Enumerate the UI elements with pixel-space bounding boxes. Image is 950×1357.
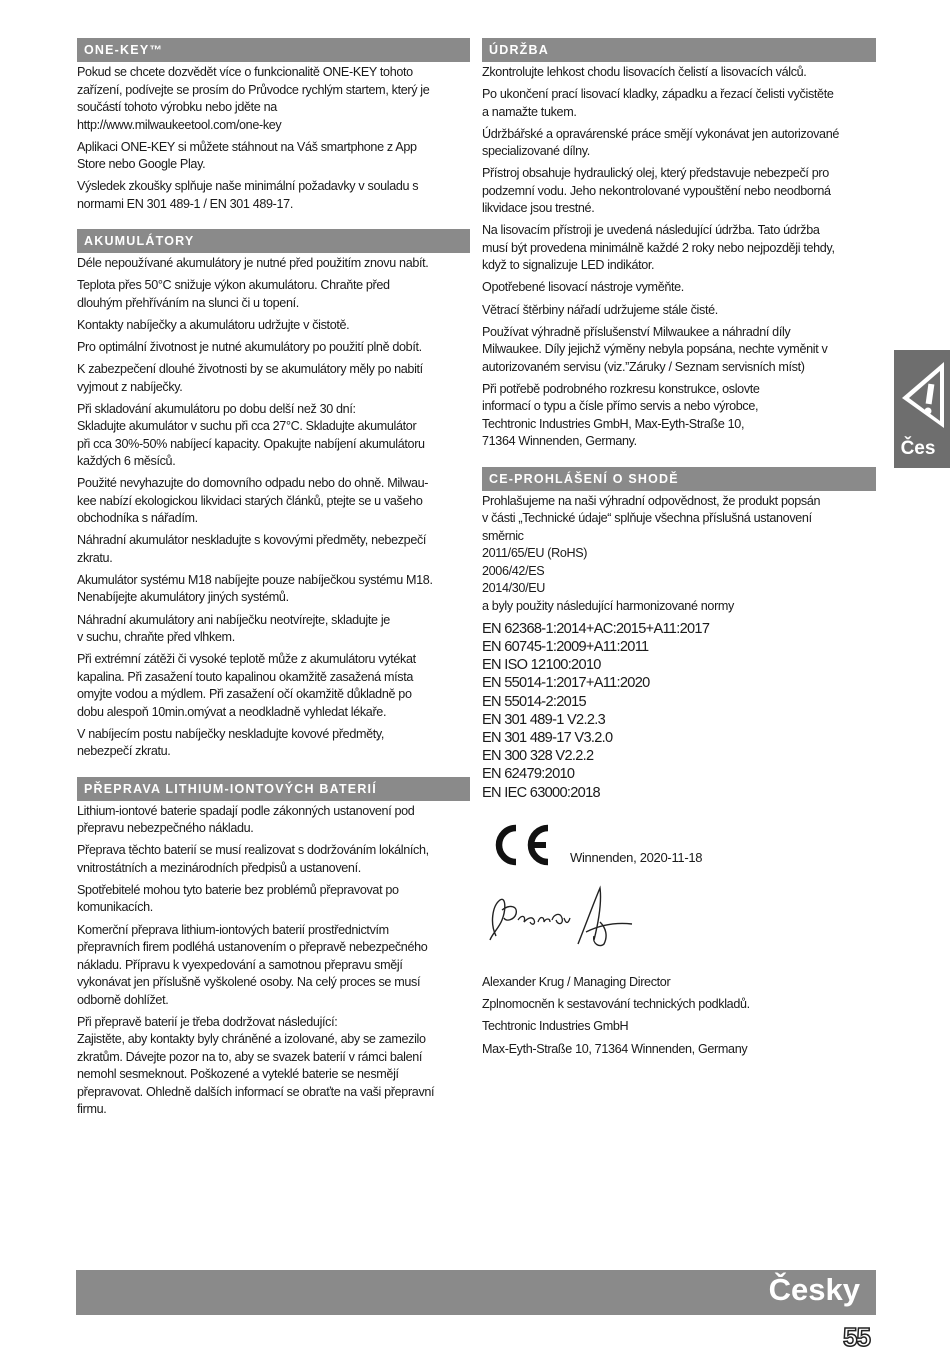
standard-item: EN 300 328 V2.2.2 xyxy=(482,748,594,765)
section-udrzba xyxy=(482,38,876,451)
authorized-text: Zplnomocněn k sestavování technických podkladů. xyxy=(482,997,750,1012)
standard-item: EN 301 489-1 V2.2.3 xyxy=(482,711,606,728)
paragraph: Teplota přes 50°C snižuje výkon akumulátoru. Chraňte před dlouhým přehříváním na slunci či u topení. xyxy=(77,278,390,310)
footer-language: Česky xyxy=(768,1272,860,1307)
paragraph: Déle nepoužívané akumulátory je nutné před použitím znovu nabít. xyxy=(77,256,429,271)
standard-item: EN 62368-1:2014+AC:2015+A11:2017 xyxy=(482,620,710,637)
paragraph: Pokud se chcete dozvědět více o funkcionalitě ONE-KEY tohoto zařízení, podívejte se prosím do Průvodce rychlým startem, který je součástí tohoto výrobku nebo jděte na http://www.milwaukeetool.com/one-key xyxy=(77,65,430,132)
standard-item: EN 62479:2010 xyxy=(482,766,575,783)
standard-item: EN 55014-2:2015 xyxy=(482,693,586,710)
language-side-tab xyxy=(894,350,950,468)
paragraph: Použité nevyhazujte do domovního odpadu nebo do ohně. Milwau- kee nabízí ekologickou likvidaci starých článků, ptejte se u vašeho obchodníka s nářadím. xyxy=(77,476,429,526)
paragraph: Na lisovacím přístroji je uvedená následující údržba. Tato údržba musí být provedena minimálně každé 2 roky nebo nejpozději tehdy, když to signalizuje LED indikátor. xyxy=(482,223,835,273)
standards-list xyxy=(482,620,876,802)
standard-item: EN IEC 63000:2018 xyxy=(482,784,600,801)
paragraph: Přeprava těchto baterií se musí realizovat s dodržováním lokálních, vnitrostátních a mezinárodních předpisů a ustanovení. xyxy=(77,843,429,875)
section-preprava xyxy=(77,777,470,1119)
paragraph: V nabíjecím postu nabíječky neskladujte kovové předměty, nebezpečí zkratu. xyxy=(77,726,385,759)
paragraph: Lithium-iontové baterie spadají podle zákonných ustanovení pod přepravu nebezpečného nákladu. xyxy=(77,803,415,836)
paragraph: Komerční přeprava lithium-iontových baterií prostřednictvím přepravních firem podléhá ustanovením o přepravě nebezpečného nákladu. Přípravu k vyexpedování a samotnou přepravu smějí vykonávat jen příslušně vyškolené osoby. Na celý proces se musí odborně dohlížet. xyxy=(77,922,428,1007)
standard-item: EN 60745-1:2009+A11:2011 xyxy=(482,639,649,656)
section-heading-udrzba: ÚDRŽBA xyxy=(482,38,876,62)
paragraph: Při potřebě podrobného rozkresu konstrukce, oslovte informací o typu a čísle přímo servis a nebo výrobce, Techtronic Industries GmbH, Max-Eyth-Straße 10, 71364 Winnenden, Germany. xyxy=(482,381,760,449)
paragraph: Náhradní akumulátory ani nabíječku neotvírejte, skladujte je v suchu, chraňte před vlhkem. xyxy=(77,612,390,645)
section-one-key xyxy=(77,38,470,213)
paragraph: Údržbářské a opravárenské práce smějí vykonávat jen autorizované specializované dílny. xyxy=(482,126,840,159)
paragraph: Pro optimální životnost je nutné akumulátory po použití plně dobít. xyxy=(77,339,422,354)
paragraph: Při přepravě baterií je třeba dodržovat následující: Zajistěte, aby kontakty byly chráněné a izolované, aby se zamezilo zkratům. Dávejte pozor na to, aby se svazek baterií v rámci balení nemohl sesmeknout. Poškozené a vyteklé baterie se nesmějí přepravovat. Ohledně dalších informací se obraťte na vaši přepravní firmu. xyxy=(77,1014,435,1117)
company-address: Max-Eyth-Straße 10, 71364 Winnenden, Germany xyxy=(482,1041,748,1056)
paragraph: Náhradní akumulátor neskladujte s kovovými předměty, nebezpečí zkratu. xyxy=(77,533,427,565)
signer-name: Alexander Krug / Managing Director xyxy=(482,974,671,989)
paragraph: Aplikaci ONE-KEY si můžete stáhnout na Váš smartphone z App Store nebo Google Play. xyxy=(77,139,417,172)
warning-triangle-icon xyxy=(898,358,946,432)
paragraph: Výsledek zkoušky splňuje naše minimální požadavky v souladu s normami EN 301 489-1 / EN 301 489-17. xyxy=(77,179,419,211)
section-heading-ce: CE-PROHLÁŠENÍ O SHODĚ xyxy=(482,467,876,491)
paragraph: Při extrémní zátěži či vysoké teplotě může z akumulátoru vytékat kapalina. Při zasažení touto kapalinou okamžitě zasažená místa omyjte vodou a mýdlem. Při zasažení očí okamžitě důkladně po dobu alespoň 10min.omývat a neodkladně vyhledat lékaře. xyxy=(77,652,416,719)
paragraph: Přístroj obsahuje hydraulický olej, který představuje nebezpečí pro podzemní vodu. Jeho nekontrolované vypouštění nebo neodborná likvidace jsou trestné. xyxy=(482,166,831,216)
ce-mark-row xyxy=(482,822,876,880)
standard-item: EN ISO 12100:2010 xyxy=(482,657,601,674)
standard-item: EN 301 489-17 V3.2.0 xyxy=(482,730,613,747)
right-column xyxy=(482,38,876,1074)
paragraph: Větrací štěrbiny nářadí udržujeme stále čisté. xyxy=(482,302,718,317)
section-heading-akumulatory: AKUMULÁTORY xyxy=(77,229,470,253)
paragraph: Zkontrolujte lehkost chodu lisovacích čelistí a lisovacích válců. xyxy=(482,65,807,79)
signature-icon xyxy=(482,884,652,952)
left-column xyxy=(77,38,470,1135)
standard-item: EN 55014-1:2017+A11:2020 xyxy=(482,675,650,692)
section-heading-one-key: ONE-KEY™ xyxy=(77,38,470,62)
paragraph: Po ukončení prací lisovací kladky, západku a řezací čelisti vyčistěte a namažte tukem. xyxy=(482,87,834,119)
section-ce-declaration xyxy=(482,467,876,1059)
paragraph: Spotřebitelé mohou tyto baterie bez problémů přepravovat po komunikacích. xyxy=(77,882,399,915)
section-akumulatory xyxy=(77,229,470,761)
footer-bar xyxy=(76,1270,876,1315)
place-date: Winnenden, 2020-11-18 xyxy=(570,849,703,865)
ce-mark-icon xyxy=(488,822,552,868)
paragraph: Používat výhradně příslušenství Milwaukee a náhradní díly Milwaukee. Díly jejichž výměny nebyla popsána, nechte vyměnit v autorizovaném servisu (viz.”Záruky / Seznam servisních míst) xyxy=(482,324,828,374)
section-heading-preprava: PŘEPRAVA LITHIUM-IONTOVÝCH BATERIÍ xyxy=(77,777,470,801)
paragraph: Opotřebené lisovací nástroje vyměňte. xyxy=(482,280,684,295)
ce-intro: Prohlašujeme na naši výhradní odpovědnost, že produkt popsán v části „Technické údaje“ splňuje všechna příslušná ustanovení směrnic 2011/65/EU (RoHS) 2006/42/ES 2014/30/EU a byly použity následující harmonizované normy xyxy=(482,493,821,613)
signatory-block xyxy=(482,974,876,1058)
company-name: Techtronic Industries GmbH xyxy=(482,1019,629,1034)
side-tab-language: Čes xyxy=(900,438,936,459)
paragraph: Akumulátor systému M18 nabíjejte pouze nabíječkou systému M18. Nenabíjejte akumulátory jiných systémů. xyxy=(77,572,433,605)
paragraph: Kontakty nabíječky a akumulátoru udržujte v čistotě. xyxy=(77,317,350,332)
paragraph: Při skladování akumulátoru po dobu delší než 30 dní: Skladujte akumulátor v suchu při cca 27°C. Skladujte akumulátor při cca 30%-50% nabíjecí kapacity. Opakujte nabíjení akumulátoru každých 6 měsíců. xyxy=(77,401,425,469)
paragraph: K zabezpečení dlouhé životnosti by se akumulátory měly po nabití vyjmout z nabíječky. xyxy=(77,362,423,394)
page-number: 55 xyxy=(843,1322,870,1352)
